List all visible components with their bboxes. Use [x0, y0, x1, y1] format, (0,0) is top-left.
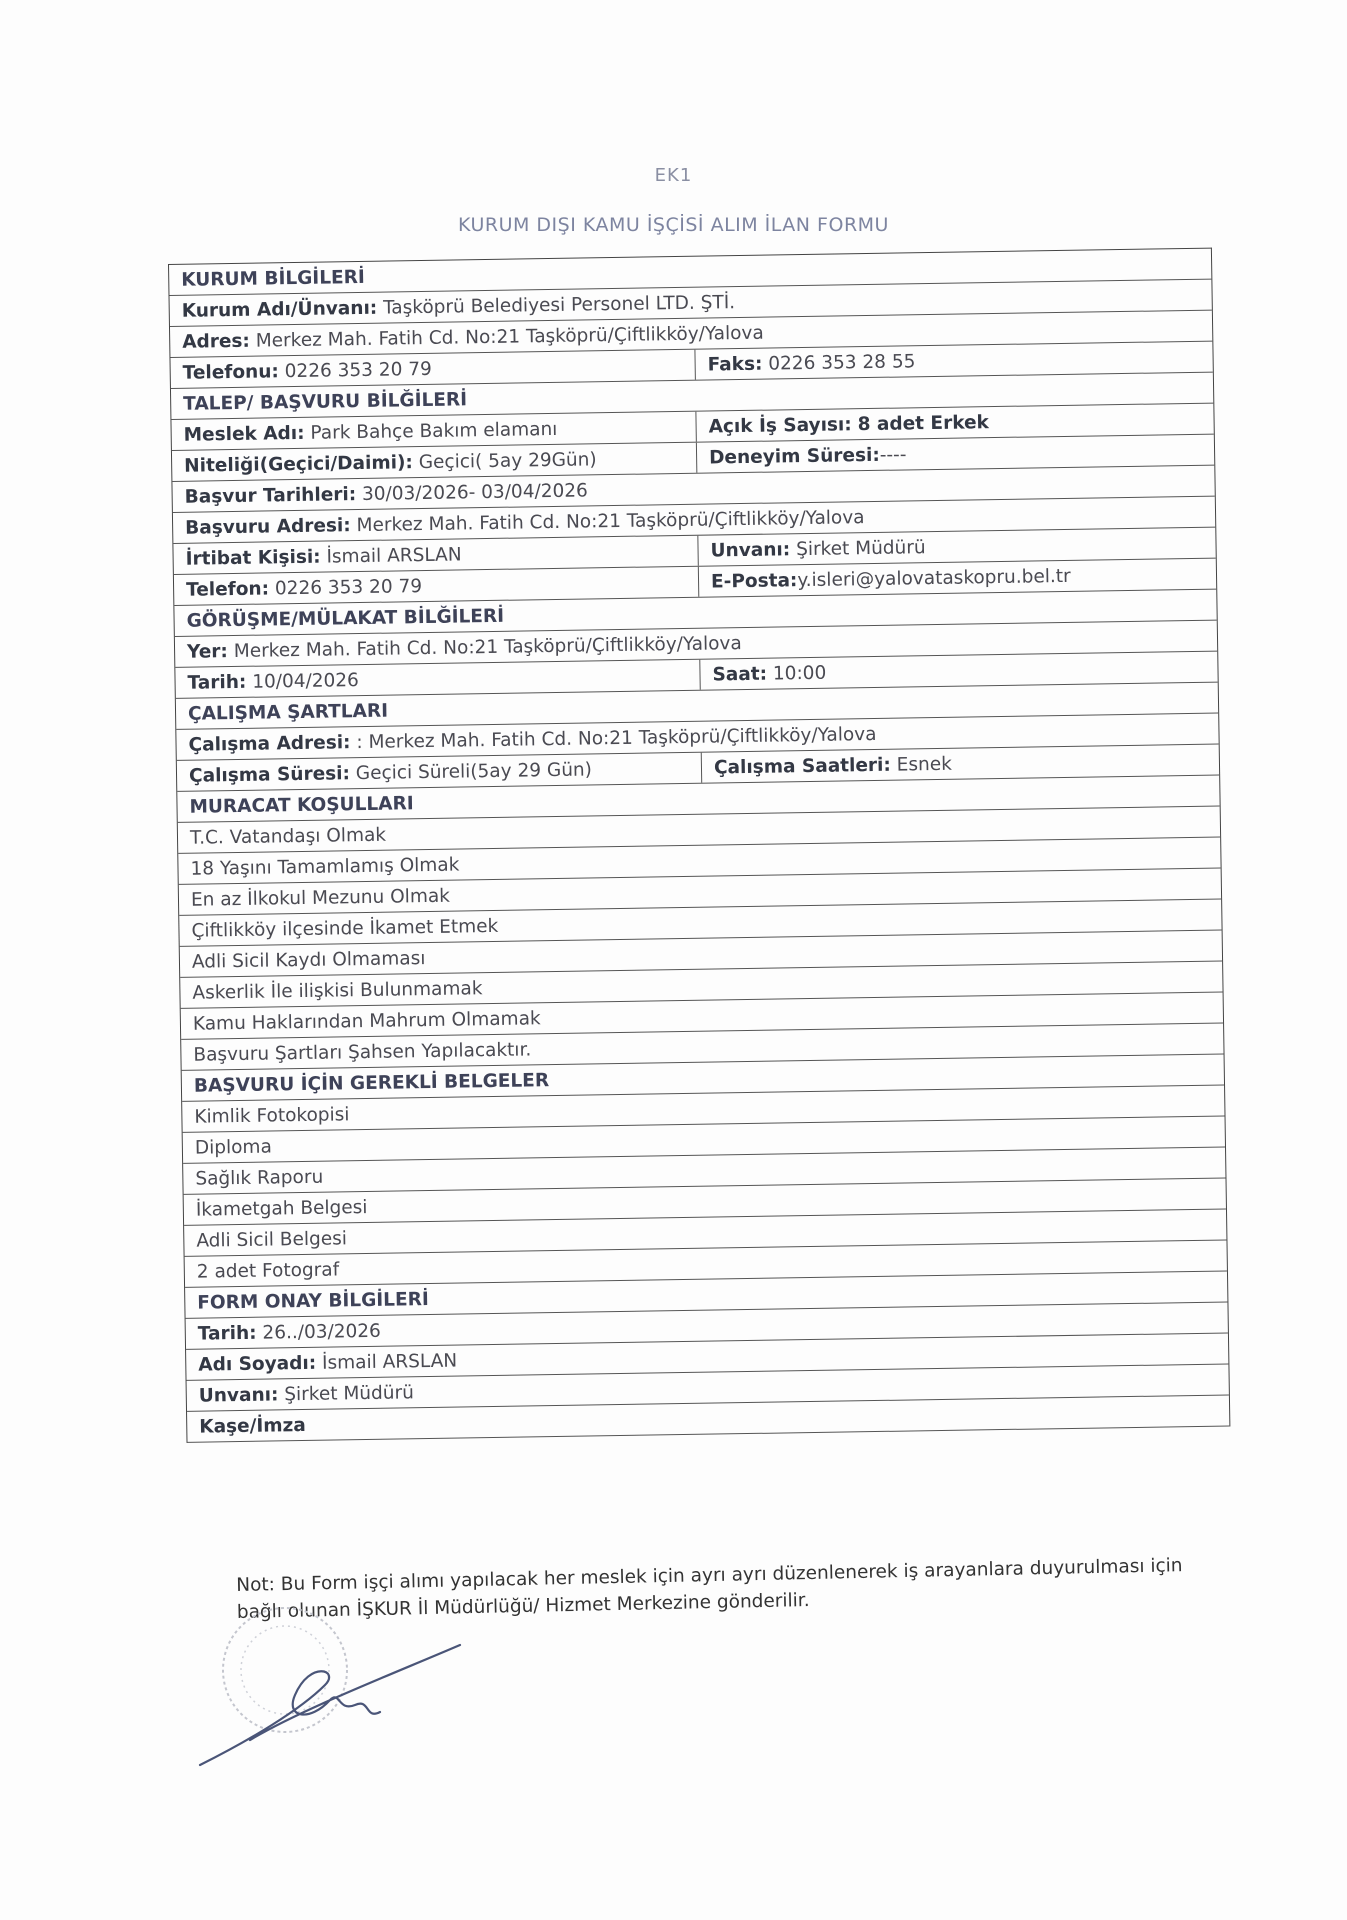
label-application-phone: Telefon:	[185, 578, 270, 601]
label-stamp-signature: Kaşe/İmza	[199, 1414, 306, 1438]
label-approval-name: Adı Soyadı:	[198, 1352, 317, 1376]
condition-item: Başvuru Şartları Şahsen Yapılacaktır.	[193, 1039, 532, 1066]
label-interview-date: Tarih:	[187, 671, 247, 694]
label-contact-title: Unvanı:	[710, 539, 791, 562]
value-application-phone: 0226 353 20 79	[274, 576, 423, 600]
value-contact-title: Şirket Müdürü	[795, 537, 926, 561]
section-title-institution: KURUM BİLGİLERİ	[181, 266, 365, 291]
condition-item: T.C. Vatandaşı Olmak	[189, 824, 387, 849]
value-institution-phone: 0226 353 20 79	[284, 358, 432, 383]
label-interview-place: Yer:	[186, 641, 229, 663]
value-institution-address: Merkez Mah. Fatih Cd. No:21 Taşköprü/Çiftlikköy/Yalova	[255, 322, 764, 352]
label-nature: Niteliği(Geçici/Daimi):	[184, 452, 414, 477]
value-application-dates: 30/03/2026- 03/04/2026	[361, 480, 588, 505]
label-email: E-Posta:	[710, 570, 798, 593]
label-contact: İrtibat Kişisi:	[185, 546, 321, 570]
section-title-conditions: MURACAT KOŞULLARI	[189, 793, 414, 818]
section-title-work: ÇALIŞMA ŞARTLARI	[187, 700, 389, 725]
label-institution-name: Kurum Adı/Ünvanı:	[181, 297, 378, 322]
note-line-1: Not: Bu Form işçi alımı yapılacak her meslek için ayrı ayrı düzenlenerek iş arayanlara duyurulması için	[236, 1555, 1183, 1596]
condition-item: Adli Sicil Kaydı Olmaması	[191, 948, 426, 973]
value-openings: 8 adet Erkek	[857, 412, 990, 436]
value-profession: Park Bahçe Bakım elamanı	[310, 418, 558, 444]
section-title-documents: BAŞVURU İÇİN GEREKLİ BELGELER	[193, 1070, 550, 1097]
value-work-address: : Merkez Mah. Fatih Cd. No:21 Taşköprü/Çiftlikköy/Yalova	[356, 723, 877, 754]
label-institution-fax: Faks:	[707, 353, 763, 376]
section-title-application: TALEP/ BAŞVURU BİLĞİLERİ	[183, 389, 468, 415]
value-interview-time: 10:00	[772, 662, 827, 685]
label-application-dates: Başvur Tarihleri:	[184, 484, 357, 508]
label-work-duration: Çalışma Süresi:	[188, 763, 351, 787]
document-item: Diploma	[194, 1136, 273, 1159]
value-contact: İsmail ARSLAN	[326, 544, 462, 568]
label-work-address: Çalışma Adresi:	[188, 732, 351, 756]
annex-label: EK1	[654, 165, 693, 186]
stamp-inner-ring	[241, 1626, 329, 1714]
value-probation: ----	[879, 444, 907, 466]
condition-item: Çiftlikköy ilçesinde İkamet Etmek	[191, 915, 499, 942]
label-probation: Deneyim Süresi:	[708, 444, 880, 469]
value-approval-date: 26../03/2026	[262, 1320, 382, 1344]
section-title-interview: GÖRÜŞME/MÜLAKAT BİLĞİLERİ	[186, 605, 505, 632]
document-item: Adli Sicil Belgesi	[196, 1228, 348, 1252]
label-application-address: Başvuru Adresi:	[184, 515, 351, 539]
form-table	[168, 248, 1230, 1443]
condition-item: En az İlkokul Mezunu Olmak	[190, 885, 451, 911]
value-approval-name: İsmail ARSLAN	[321, 1350, 458, 1374]
label-approval-title: Unvanı:	[198, 1384, 279, 1407]
stamp-and-signature	[190, 1600, 490, 1780]
value-interview-date: 10/04/2026	[252, 670, 360, 693]
section-title-approval: FORM ONAY BİLGİLERİ	[197, 1289, 429, 1314]
note-line-2: bağlı olunan İŞKUR İl Müdürlüğü/ Hizmet Merkezine gönderilir.	[236, 1589, 810, 1623]
value-interview-place: Merkez Mah. Fatih Cd. No:21 Taşköprü/Çiftlikköy/Yalova	[233, 633, 742, 663]
value-institution-fax: 0226 353 28 55	[768, 351, 916, 375]
label-institution-phone: Telefonu:	[182, 361, 279, 384]
label-openings: Açık İş Sayısı:	[708, 414, 852, 438]
document-item: 2 adet Fotograf	[196, 1259, 340, 1283]
label-interview-time: Saat:	[712, 663, 768, 686]
label-approval-date: Tarih:	[197, 1322, 257, 1345]
value-institution-name: Taşköprü Belediyesi Personel LTD. ŞTİ.	[382, 292, 736, 319]
document-item: Kimlik Fotokopisi	[194, 1104, 350, 1128]
value-approval-title: Şirket Müdürü	[284, 1382, 415, 1406]
document-item: İkametgah Belgesi	[195, 1196, 368, 1221]
condition-item: Askerlik İle ilişkisi Bulunmamak	[192, 978, 483, 1004]
document-item: Sağlık Raporu	[195, 1166, 324, 1190]
value-work-duration: Geçici Süreli(5ay 29 Gün)	[355, 759, 593, 785]
value-work-hours: Esnek	[896, 753, 953, 776]
label-work-hours: Çalışma Saatleri:	[713, 754, 891, 779]
condition-item: Kamu Haklarından Mahrum Olmamak	[192, 1008, 541, 1035]
form-title: KURUM DIŞI KAMU İŞÇİSİ ALIM İLAN FORMU	[458, 214, 889, 236]
label-institution-address: Adres:	[182, 330, 251, 353]
value-application-address: Merkez Mah. Fatih Cd. No:21 Taşköprü/Çiftlikköy/Yalova	[356, 507, 865, 537]
signature-icon	[200, 1645, 460, 1765]
condition-item: 18 Yaşını Tamamlamış Olmak	[190, 854, 460, 880]
label-profession: Meslek Adı:	[183, 422, 305, 446]
value-email: y.isleri@yalovataskopru.bel.tr	[797, 565, 1071, 592]
value-nature: Geçici( 5ay 29Gün)	[418, 449, 597, 474]
